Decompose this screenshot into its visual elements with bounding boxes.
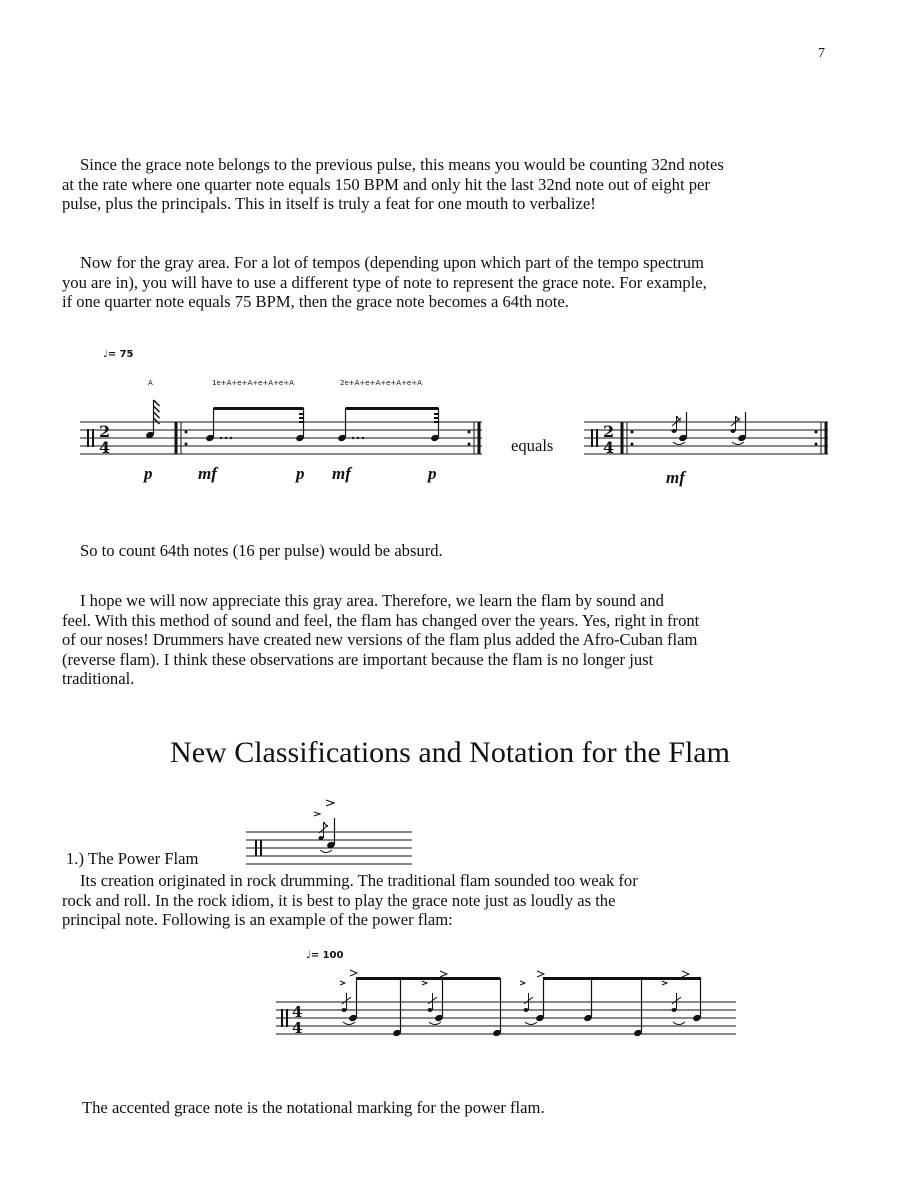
power-flam-note	[340, 970, 358, 1025]
paragraph-grace-note-pulse	[62, 155, 852, 214]
paragraph-gray-area	[62, 253, 852, 312]
bass-note	[492, 978, 502, 1037]
count-beat-2: 2e+A+e+A+e+A+e+A	[340, 379, 422, 387]
page-number: 7	[818, 46, 825, 61]
paragraph-accented-grace-note	[62, 1098, 852, 1118]
count-beat-1: 1e+A+e+A+e+A+e+A	[212, 379, 294, 387]
dynamic-marking: p	[296, 464, 305, 483]
notation-example-power-flam	[270, 940, 740, 1040]
text-line: you are in), you will have to use a different type of note to represent the grace note. For example,	[62, 272, 707, 292]
dynamic-marking: p	[428, 464, 437, 483]
grace-accent-mark	[314, 812, 320, 816]
text-line: The accented grace note is the notational marking for the power flam.	[82, 1098, 545, 1117]
beat-2-figure	[337, 407, 440, 442]
text-line: (reverse flam). I think these observations are important because the flam is no longer just	[62, 649, 654, 669]
dynamic-marking: mf	[198, 464, 217, 483]
paragraph-64th-absurd	[62, 541, 852, 561]
flam-note	[672, 412, 688, 445]
snare-note	[583, 978, 593, 1022]
dynamic-marking: mf	[666, 468, 685, 487]
rudiment-label-power-flam: 1.) The Power Flam	[66, 849, 199, 868]
text-line: rock and roll. In the rock idiom, it is best to play the grace note just as loudly as the	[62, 890, 616, 910]
power-flam-symbol	[244, 798, 416, 868]
text-line: Since the grace note belongs to the previous pulse, this means you would be counting 32nd notes	[80, 155, 724, 174]
dynamic-marking: p	[144, 464, 153, 483]
text-line: So to count 64th notes (16 per pulse) would be absurd.	[80, 541, 443, 560]
tempo-marking: ♩= 75	[103, 349, 134, 360]
bass-note	[633, 978, 643, 1037]
text-line: if one quarter note equals 75 BPM, then the grace note becomes a 64th note.	[62, 292, 569, 312]
beat-1-figure	[205, 407, 305, 442]
text-line: traditional.	[62, 669, 135, 689]
text-line: principal note. Following is an example of the power flam:	[62, 910, 453, 930]
accent-mark	[326, 800, 334, 806]
text-line: feel. With this method of sound and feel, the flam has changed over the years. Yes, right in front	[62, 610, 700, 630]
flam-note	[731, 412, 747, 445]
text-line: Now for the gray area. For a lot of tempos (depending upon which part of the tempo spectrum	[80, 253, 704, 272]
dynamic-marking: mf	[332, 464, 351, 483]
power-flam-note	[520, 971, 545, 1025]
notation-example-64th-grace	[70, 340, 840, 500]
staff	[80, 422, 482, 454]
equals-word: equals	[511, 436, 554, 455]
text-line: Its creation originated in rock drumming. The traditional flam sounded too weak for	[80, 871, 638, 890]
text-line: I hope we will now appreciate this gray area. Therefore, we learn the flam by sound and	[80, 591, 664, 610]
time-signature-bottom: 4	[99, 438, 111, 457]
text-line: of our noses! Drummers have created new versions of the flam plus added the Afro-Cuban flam	[62, 630, 698, 650]
paragraph-power-flam-origin	[62, 871, 852, 930]
bass-note	[392, 978, 402, 1037]
count-pickup: A	[148, 379, 153, 387]
paragraph-sound-and-feel	[62, 591, 852, 689]
time-signature-top: 4	[292, 1003, 303, 1021]
section-heading: New Classifications and Notation for the Flam	[170, 736, 730, 769]
text-line: at the rate where one quarter note equals 150 BPM and only hit the last 32nd note out of eight per	[62, 174, 710, 194]
time-signature-top: 2	[99, 422, 111, 441]
pickup-64th-note	[145, 400, 159, 439]
text-line: pulse, plus the principals. This in itself is truly a feat for one mouth to verbalize!	[62, 194, 596, 214]
time-signature-bottom: 4	[603, 438, 615, 457]
time-signature-top: 2	[603, 422, 615, 441]
tempo-marking: ♩= 100	[306, 950, 344, 961]
time-signature-bottom: 4	[292, 1019, 303, 1037]
